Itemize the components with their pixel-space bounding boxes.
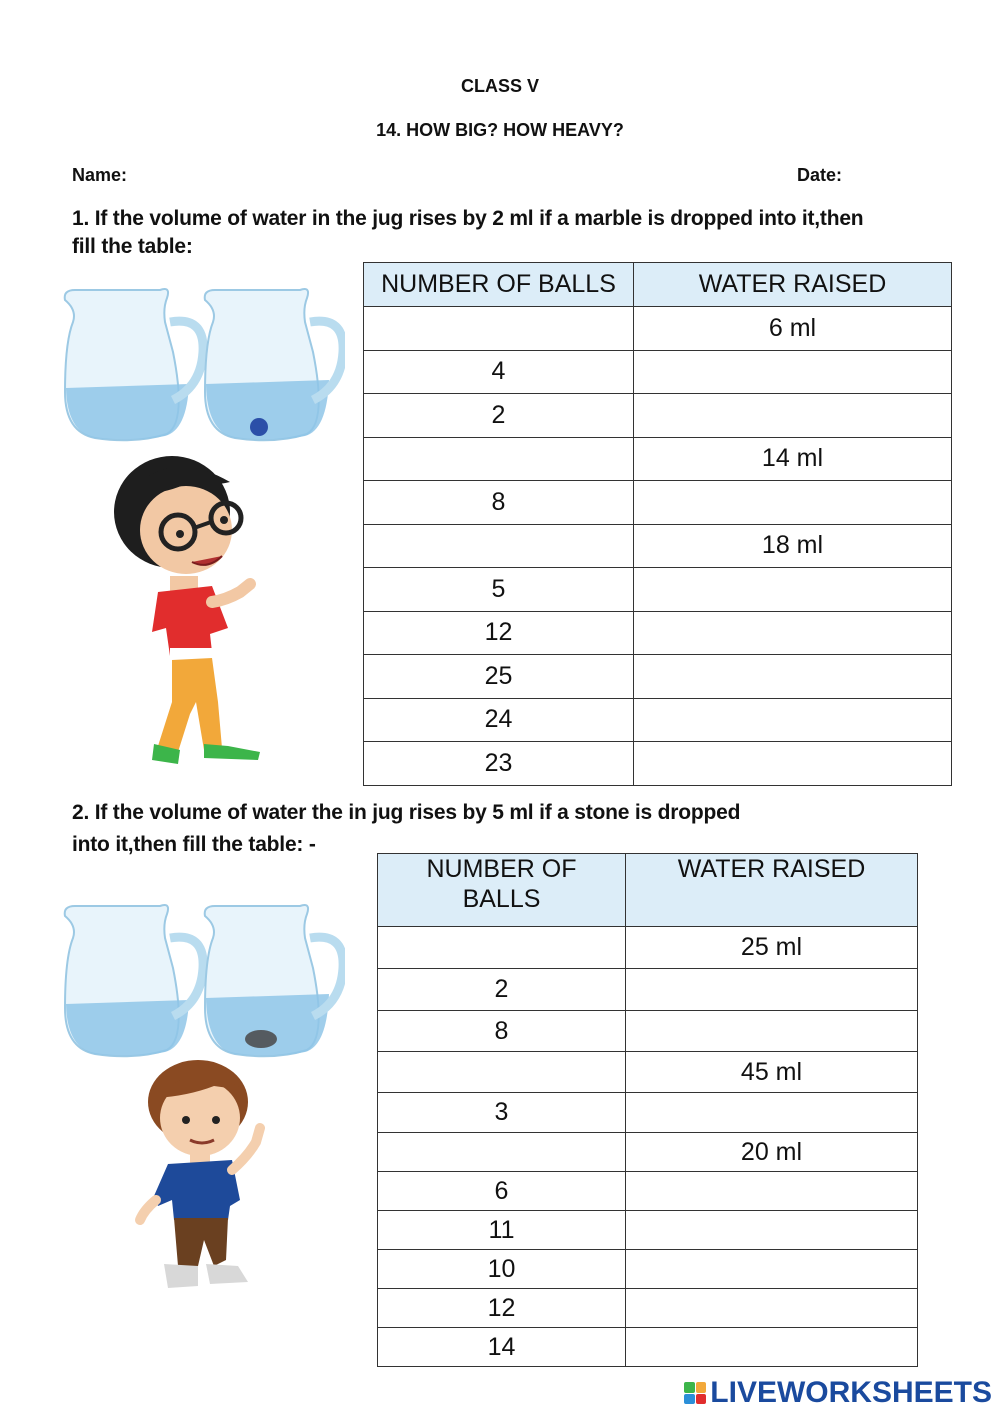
q2-col-header-balls-line2: BALLS [462,885,541,913]
table-row [378,1211,918,1250]
q2-col-header-balls [378,854,626,927]
table-row [378,1250,918,1289]
q1-row8-water-cell[interactable] [634,611,952,655]
q2-row3-water-cell[interactable] [626,1011,918,1052]
q2-row8-water-cell[interactable] [626,1211,918,1250]
q1-table [363,262,952,786]
q1-row7-water-cell[interactable] [634,568,952,612]
q2-row7-balls-cell[interactable]: 6 [378,1172,626,1211]
q1-row1-water-cell[interactable]: 6 ml [634,307,952,351]
liveworksheets-logo [684,1376,992,1410]
q2-prompt-line1: 2. If the volume of water the in jug rises by 5 ml if a stone is dropped [72,801,741,824]
brand-name: LIVEWORKSHEETS [710,1376,992,1409]
table-row [364,655,952,699]
q2-row11-balls-cell[interactable]: 14 [378,1328,626,1367]
table-row [378,1328,918,1367]
table-row [364,698,952,742]
q1-prompt-line1: 1. If the volume of water in the jug rises by 2 ml if a marble is dropped into it,then [72,207,864,230]
q2-row11-water-cell[interactable] [626,1328,918,1367]
jug-with-marble-icon [205,289,343,440]
q1-row5-balls-cell[interactable]: 8 [364,481,634,525]
q2-row10-water-cell[interactable] [626,1289,918,1328]
table-row [378,1052,918,1093]
q1-row6-water-cell[interactable]: 18 ml [634,524,952,568]
boy-with-glasses-illustration [100,452,270,774]
boy-pointing-illustration [128,1060,278,1300]
name-label: Name: [72,165,128,185]
q2-row2-balls-cell[interactable]: 2 [378,969,626,1011]
table-row [364,437,952,481]
q2-col-header-balls-line1: NUMBER OF [426,855,577,883]
jug-with-stone-icon [205,905,343,1056]
q1-row2-water-cell[interactable] [634,350,952,394]
q1-row6-balls-cell[interactable] [364,524,634,568]
q2-row6-water-cell[interactable]: 20 ml [626,1133,918,1172]
table-row [378,969,918,1011]
table-row [378,1172,918,1211]
q1-col-header-balls: NUMBER OF BALLS [364,263,634,307]
q2-row5-water-cell[interactable] [626,1093,918,1133]
q2-header-row [378,854,918,927]
table-row [364,611,952,655]
table-row [378,1011,918,1052]
table-row [364,568,952,612]
table-row [364,742,952,786]
jug-icon [65,289,203,440]
q1-col-header-water: WATER RAISED [634,263,952,307]
q2-row9-balls-cell[interactable]: 10 [378,1250,626,1289]
q1-row4-balls-cell[interactable] [364,437,634,481]
q1-row7-balls-cell[interactable]: 5 [364,568,634,612]
q1-row3-balls-cell[interactable]: 2 [364,394,634,438]
class-label: CLASS V [460,76,539,96]
table-row [378,1289,918,1328]
table-row [364,350,952,394]
q2-row8-balls-cell[interactable]: 11 [378,1211,626,1250]
q1-row3-water-cell[interactable] [634,394,952,438]
liveworksheets-badge-icon [684,1382,706,1404]
q1-row11-balls-cell[interactable]: 23 [364,742,634,786]
q2-row2-water-cell[interactable] [626,969,918,1011]
q2-prompt-line2: into it,then fill the table: - [72,833,316,856]
q1-row2-balls-cell[interactable]: 4 [364,350,634,394]
chapter-title: 14. HOW BIG? HOW HEAVY? [376,120,624,140]
q2-col-header-water: WATER RAISED [626,854,918,927]
q1-row8-balls-cell[interactable]: 12 [364,611,634,655]
q2-row9-water-cell[interactable] [626,1250,918,1289]
q2-jugs-illustration [55,898,345,1060]
stone-icon [245,1030,277,1048]
table-row [364,307,952,351]
date-label: Date: [797,165,843,185]
q1-row9-balls-cell[interactable]: 25 [364,655,634,699]
q1-row1-balls-cell[interactable] [364,307,634,351]
q2-row7-water-cell[interactable] [626,1172,918,1211]
q2-row4-balls-cell[interactable] [378,1052,626,1093]
q2-table [377,853,918,1367]
q1-header-row [364,263,952,307]
q1-row4-water-cell[interactable]: 14 ml [634,437,952,481]
table-row [364,524,952,568]
table-row [378,927,918,969]
q2-row6-balls-cell[interactable] [378,1133,626,1172]
marble-icon [250,418,268,436]
q1-row5-water-cell[interactable] [634,481,952,525]
q1-row11-water-cell[interactable] [634,742,952,786]
q1-row10-balls-cell[interactable]: 24 [364,698,634,742]
q2-row1-water-cell[interactable]: 25 ml [626,927,918,969]
q1-row10-water-cell[interactable] [634,698,952,742]
q2-row1-balls-cell[interactable] [378,927,626,969]
q2-row10-balls-cell[interactable]: 12 [378,1289,626,1328]
q2-row3-balls-cell[interactable]: 8 [378,1011,626,1052]
q1-jugs-illustration [55,282,345,444]
q2-row4-water-cell[interactable]: 45 ml [626,1052,918,1093]
table-row [378,1093,918,1133]
q1-row9-water-cell[interactable] [634,655,952,699]
table-row [364,481,952,525]
jug-icon [65,905,203,1056]
table-row [364,394,952,438]
q1-prompt-line2: fill the table: [72,235,193,258]
q2-row5-balls-cell[interactable]: 3 [378,1093,626,1133]
table-row [378,1133,918,1172]
